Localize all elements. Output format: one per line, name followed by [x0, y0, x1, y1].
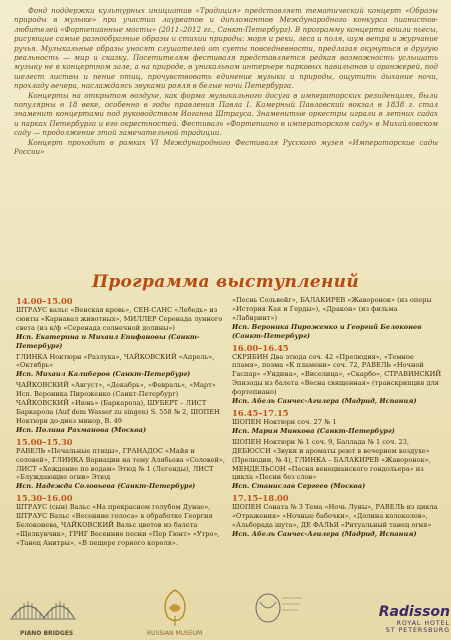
program-performer: Исп. Мария Минкова (Санкт-Петербург) [232, 426, 395, 435]
program-time: 15.30–16.00 [16, 493, 73, 504]
russian-museum-logo-icon [155, 586, 195, 628]
program-performer: Исп. Абель Санчес-Агилера (Мадрид, Испания) [232, 397, 417, 406]
program-pieces: СКРЯБИН Два этюда соч. 42 «Прелюдия», «Темное пламя», поэма «К пламени» соч. 72, РАВЕЛЬ «Ночной Гаспар» «Ундина», «Виселица», «Скарбо», СТРАВИНСКИЙ Эпизоды из балета «Весна священная» (транскрипция для фортепиано) [232, 352, 442, 397]
intro-text [14, 6, 438, 157]
program-block [232, 296, 442, 341]
program-performer: Исп. Михаил Калиберов (Санкт-Петербург) [16, 370, 191, 379]
program-time: 16.45–17.15 [232, 407, 289, 418]
theatre-logo-icon [246, 588, 306, 630]
program-performer: Исп. Надежда Соловьева (Санкт-Петербург) [16, 482, 196, 491]
program-pieces: РАВЕЛЬ «Печальные птицы», ГРАНАДОС «Майя и соловей», ГЛИНКА Вариации на тему Алябьева «Соловей», ЛИСТ «Хождение по водам» Этюд № 1 (Легенды), ЛИСТ «Блуждающие огни» Этюд [16, 446, 226, 482]
radisson-logo [338, 604, 450, 634]
program-block [16, 493, 226, 548]
program-pieces: ШТРАУС (сын) Вальс «На прекрасном голубом Дунае», ШТРАУС Вальс «Весенние голоса» в обработке Георгия Белоконева, ЧАЙКОВСКИЙ Вальс цветов из балета «Щелкунчик», ГРИГ Весенние песни «Пер Гюнт» «Утро», «Танец Анитры», «В пещере горного короля». [16, 503, 220, 547]
program-performer: Исп. Екатерина и Михаил Епифановы (Санкт-Петербург) [16, 332, 200, 350]
program-pieces: ШОПЕН Соната № 3 Тема «Ночь Луны», РАВЕЛЬ из цикла «Отражения» «Ночные бабочки», «Долина колоколов», «Альборада шута», ДЕ ФАЛЬЯ «Ритуальный танец огня» [232, 503, 438, 530]
program-time: 17.15–18.00 [232, 493, 289, 504]
radisson-city: ST PETERSBURG [385, 627, 450, 634]
radisson-subtitle: ROYAL HOTEL [396, 620, 450, 627]
program-pieces: ГЛИНКА Ноктюрн «Разлука», ЧАЙКОВСКИЙ «Апрель», «Октябрь» [16, 352, 215, 370]
program-performer: Исп. Вероника Пироженко и Георгий Белоконев (Санкт-Петербург) [232, 322, 422, 340]
program-performer: Исп. Абель Санчес-Агилера (Мадрид, Испания) [232, 529, 417, 538]
program-time: 16.00–16.45 [232, 342, 289, 353]
program-time: 15.00–15.30 [16, 436, 73, 447]
program-pieces: ШОПЕН Ноктюрн № 1 соч. 9, Баллада № 1 соч. 23, ДЕБЮССИ «Звуки и ароматы реют в вечернем воздухе» (Прелюдии, № 4), ГЛИНКА – БАЛАКИРЕВ «Жаворонок», МЕНДЕЛЬСОН «Песня венецианского гондольера» из цикла «Песни без слов» [232, 437, 431, 482]
program-block [232, 493, 442, 539]
radisson-brand: Radisson [378, 604, 450, 620]
russian-museum-label: RUSSIAN MUSEUM [147, 630, 203, 637]
sponsor-logos [0, 582, 451, 640]
piano-bridges-logo-icon [8, 588, 78, 628]
program-performer: Исп. Станислав Сергеев (Москва) [232, 482, 366, 491]
program-block [232, 408, 442, 436]
program-block [16, 437, 226, 492]
intro-paragraph-1: Фонд поддержки культурных инициатив «Традиция» представляет тематический концерт «Образы природы в музыке» при участии лауреатов и дипломантов Международного конкурса пианистов-любителей «Фортепианные мосты» (2011–2012 гг., Санкт-Петербург). В программу концерта вошли пьесы, рисующие самые разнообразные образы и стихии природы: моря и реки, леса и поля, шум ветра и журчание ручья. Музыкальные образы уносят слушателей от суеты повседневности, предлагая окунуться в другую реальность — мир и сказку. Посетителям фестиваля представляется редкая возможность услышать музыку не в концертном зале, а на природе, в уникальном интерьере парковых павильонов и оранжерей, под шелест листвы и пение птиц, прочувствовать единение музыки и природы, ощутить дыхание ночи, прохладу вечера, наслаждаясь звуками рояля в белые ночи Петербурга. [14, 6, 438, 91]
program-block [232, 343, 442, 406]
program-pieces: ЧАЙКОВСКИЙ «Август», «Декабрь», «Февраль», «Март» Исп. Вероника Пироженко (Санкт-Петербург) ЧАЙКОВСКИЙ «Июнь» (Баркарола), ШУБЕРТ – ЛИСТ Баркарола (Auf dem Wasser zu singen) S. 558 № 2, ШОПЕН Ноктюрн до-диез минор, B. 49 [16, 381, 220, 425]
program-pieces: ШТРАУС вальс «Венская кровь», СЕН-САНС «Лебедь» из сюиты «Карнавал животных», МИЛЛЕР Серенада лунного света (из к/ф «Серенада солнечной долины») [16, 306, 223, 332]
program-column-right [232, 296, 442, 541]
program-block [16, 296, 226, 351]
program-title: Программа выступлений [91, 272, 359, 292]
program-block [232, 438, 442, 491]
program-pieces: ШОПЕН Ноктюрн соч. 27 № 1 [232, 417, 337, 426]
program-performer: Исп. Полина Рахманова (Москва) [16, 425, 147, 434]
program-block [16, 381, 226, 434]
program-column-left [16, 296, 226, 550]
piano-bridges-label: PIANO BRIDGES [20, 630, 74, 637]
intro-paragraph-2: Концерты на открытом воздухе, как форма музыкального досуга в императорских резиденциях, были популярны в 18 веке, особенно в годы правления Павла I. Камерный Павловский вокзал в 1838 г. стал знаменит концертами под руководством Иоганна Штрауса. Знаменитые оркестры играли в летних садах и парках Петербурга и его окрестностей. Фестиваль «Фортепиано в императорском саду» в Михайловском саду — продолжение этой замечательной традиции. [14, 90, 438, 138]
program-pieces: «Песнь Сольвейг», БАЛАКИРЕВ «Жаворонок» (из оперы «История Кая и Герды»), «Дракон» (из фильма «Лабиринт») [232, 296, 432, 322]
program-time: 14.00–15.00 [16, 296, 73, 306]
intro-paragraph-3: Концерт проходит в рамках VI Международного Фестиваля Русского музея «Императорские сады России» [14, 137, 438, 157]
program-block [16, 353, 226, 380]
